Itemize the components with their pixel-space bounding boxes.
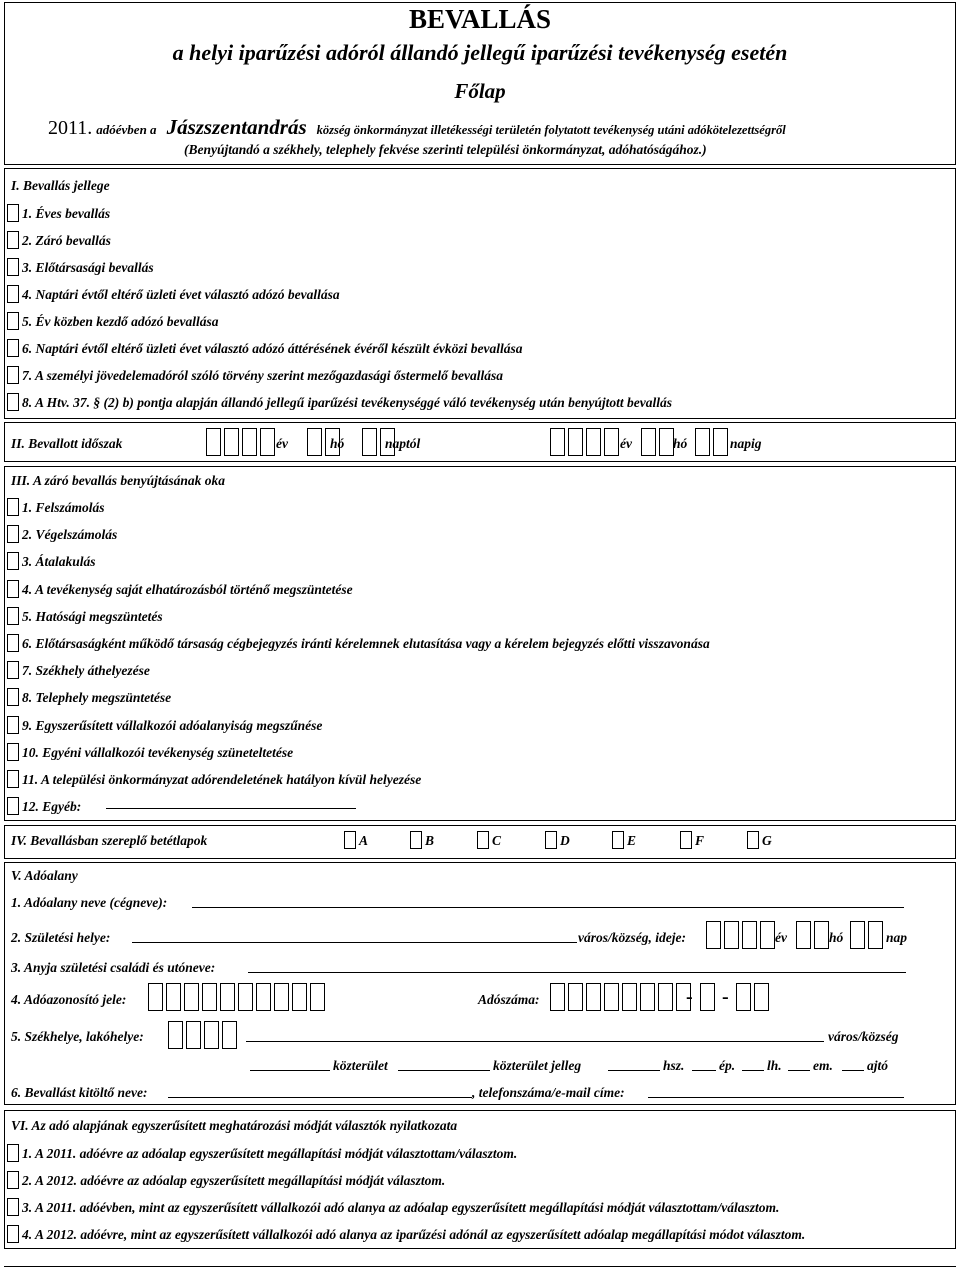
simplified-method-item-4: 4. A 2012. adóévre, mint az egyszerűsített vállalkozói adó alanya az iparűzési adónál az egyszerűsített adóalap megállapítási módot választom. [22,1227,806,1242]
door-label: ajtó [867,1058,889,1073]
nature-checkbox-3[interactable] [7,258,19,276]
sheet-b-label: B [425,833,435,848]
closing-reason-checkbox-7[interactable] [7,661,19,679]
sheet-f-label: F [695,833,705,848]
filler-phone-field[interactable] [648,1097,904,1098]
birth-month-label: hó [829,930,844,945]
sheet-label: Főlap [454,79,506,103]
nature-checkbox-1[interactable] [7,204,19,222]
nature-item-2: 2. Záró bevallás [22,233,111,248]
nature-item-5: 5. Év közben kezdő adózó bevallása [22,314,219,329]
simplified-method-item-2: 2. A 2012. adóévre az adóalap egyszerűsített megállapítási módját választom. [22,1173,446,1188]
section-2 [4,422,956,462]
staircase-field[interactable] [788,1070,810,1071]
sheet-a-checkbox[interactable] [344,831,356,849]
nature-checkbox-5[interactable] [7,312,19,330]
closing-reason-item-2: 2. Végelszámolás [22,527,118,543]
seat-city-field[interactable] [246,1041,824,1042]
simplified-method-checkbox-3[interactable] [7,1198,19,1216]
tax-number-boxes-2[interactable] [700,983,718,1011]
bottom-rule [4,1266,956,1267]
nature-item-6: 6. Naptári évtől eltérő üzleti évet választó adózó áttérésének évéről készült évközi bevallása [22,341,523,356]
nature-checkbox-2[interactable] [7,231,19,249]
period-from-month-label: hó [330,436,345,451]
nature-item-7: 7. A személyi jövedelemadóról szóló törvény szerint mezőgazdasági őstermelő bevallása [22,368,503,383]
closing-reason-item-3: 3. Átalakulás [22,554,96,570]
simplified-method-checkbox-4[interactable] [7,1225,19,1243]
period-to-year-boxes[interactable] [550,428,622,456]
street-field[interactable] [250,1070,330,1071]
period-to-year-label: év [620,436,632,451]
birth-place-label: 2. Születési helye: [11,930,111,945]
closing-reason-item-10: 10. Egyéni vállalkozói tevékenység szüneteltetése [22,744,294,760]
period-to-month-boxes[interactable] [641,428,677,456]
birth-city-label: város/község, ideje: [578,930,686,945]
taxpayer-name-field[interactable] [192,907,904,908]
filler-phone-label: , telefonszáma/e-mail címe: [472,1085,625,1100]
nature-checkbox-7[interactable] [7,366,19,384]
sheet-e-label: E [627,833,637,848]
closing-reason-checkbox-2[interactable] [7,525,19,543]
tax-id-label: 4. Adóazonosító jele: [11,992,127,1007]
form-title: BEVALLÁS [408,4,552,34]
sheet-d-label: D [560,833,570,848]
closing-reason-checkbox-8[interactable] [7,688,19,706]
seat-label: 5. Székhelye, lakóhelye: [11,1029,144,1044]
sheet-g-label: G [762,833,772,848]
house-number-field[interactable] [692,1070,716,1071]
tax-number-dash-1: - [686,986,693,1008]
nature-item-3: 3. Előtársasági bevallás [22,260,154,275]
tax-number-boxes-3[interactable] [736,983,772,1011]
period-from-year-label: év [276,436,288,451]
birth-place-field[interactable] [132,942,577,943]
closing-reason-checkbox-1[interactable] [7,498,19,516]
tax-number-dash-2: - [722,986,729,1008]
sheet-c-checkbox[interactable] [477,831,489,849]
closing-reason-item-5: 5. Hatósági megszüntetés [22,608,163,624]
simplified-method-checkbox-1[interactable] [7,1144,19,1162]
sheet-g-checkbox[interactable] [747,831,759,849]
seat-zip-boxes[interactable] [168,1021,240,1049]
nature-item-8: 8. A Htv. 37. § (2) b) pontja alapján állandó jellegű iparűzési tevékenységgé váló tevékenység után benyújtott bevallás [22,395,672,410]
nature-item-1: 1. Éves bevallás [22,206,111,221]
floor-field[interactable] [842,1070,864,1071]
section-1-title: I. Bevallás jellege [11,178,110,193]
sheet-a-label: A [359,833,369,848]
section-3-title: III. A záró bevallás benyújtásának oka [11,473,226,488]
closing-reason-item-9: 9. Egyszerűsített vállalkozói adóalanyiság megszűnése [22,717,323,733]
form-subtitle: a helyi iparűzési adóról állandó jellegű iparűzési tevékenység esetén [172,40,788,65]
closing-reason-checkbox-4[interactable] [7,580,19,598]
nature-checkbox-8[interactable] [7,393,19,411]
street-type-field[interactable] [608,1070,660,1071]
nature-item-4: 4. Naptári évtől eltérő üzleti évet választó adózó bevallása [22,287,340,302]
year-value: 2011. [48,117,93,139]
street-type-label: közterület jelleg [493,1058,582,1073]
closing-reason-item-4: 4. A tevékenység saját elhatározásból történő megszüntetése [22,581,353,597]
simplified-method-checkbox-2[interactable] [7,1171,19,1189]
nature-checkbox-4[interactable] [7,285,19,303]
sheet-f-checkbox[interactable] [680,831,692,849]
municipality-name[interactable]: Jászszentandrás [166,115,307,139]
street-label: közterület [333,1058,388,1073]
section-6-title: VI. Az adó alapjának egyszerűsített meghatározási módját választók nyilatkozata [11,1118,458,1133]
closing-reason-checkbox-9[interactable] [7,716,19,734]
nature-checkbox-6[interactable] [7,339,19,357]
period-to-month-label: hó [673,436,688,451]
period-to-day-boxes[interactable] [695,428,731,456]
floor-label: em. [813,1058,833,1073]
tax-id-boxes[interactable] [148,983,328,1011]
filler-name-field[interactable] [168,1097,472,1098]
other-reason-line[interactable] [106,808,356,809]
closing-reason-checkbox-10[interactable] [7,743,19,761]
simplified-method-item-1: 1. A 2011. adóévre az adóalap egyszerűsített megállapítási módját választottam/választom. [22,1146,518,1161]
filler-name-label: 6. Bevallást kitöltő neve: [11,1085,148,1100]
period-from-year-boxes[interactable] [206,428,278,456]
tax-number-boxes-1[interactable] [550,983,694,1011]
submission-note: (Benyújtandó a székhely, telephely fekvése szerinti települési önkormányzat, adóhatóságához.) [184,142,707,157]
period-from-day-label: naptól [385,436,421,451]
municipality-suffix: község önkormányzat illetékességi területén folytatott tevékenység utáni adókötelezettségről [316,123,786,137]
sheet-c-label: C [492,833,502,848]
birth-year-label: év [775,930,787,945]
seat-city-label: város/község [828,1029,899,1044]
birth-year-boxes[interactable] [706,921,778,949]
section-4-title: IV. Bevallásban szereplő betétlapok [11,833,208,848]
closing-reason-checkbox-12[interactable] [7,797,19,815]
closing-reason-item-6: 6. Előtársaságként működő társaság cégbejegyzés iránti kérelemnek elutasítása vagy a kérelem bejegyzés előtti visszavonása [22,636,710,651]
period-to-day-label: napig [730,436,762,451]
sheet-d-checkbox[interactable] [545,831,557,849]
sheet-e-checkbox[interactable] [612,831,624,849]
house-number-label: hsz. [663,1058,685,1073]
simplified-method-item-3: 3. A 2011. adóévben, mint az egyszerűsített vállalkozói adó alanya az adóalap egyszerűsített megállapítási módját választottam/választom. [22,1200,780,1215]
sheet-b-checkbox[interactable] [410,831,422,849]
closing-reason-checkbox-11[interactable] [7,770,19,788]
building-label: ép. [719,1058,736,1073]
closing-reason-checkbox-5[interactable] [7,607,19,625]
tax-number-label: Adószáma: [478,992,540,1007]
closing-reason-item-8: 8. Telephely megszüntetése [22,690,172,706]
closing-reason-item-11: 11. A települési önkormányzat adórendeletének hatályon kívül helyezése [22,772,422,787]
closing-reason-checkbox-6[interactable] [7,634,19,652]
year-suffix: adóévben a [96,122,157,137]
closing-reason-item-12: 12. Egyéb: [22,799,82,815]
birth-day-label: nap [886,930,908,945]
staircase-label: lh. [767,1058,782,1073]
building-field[interactable] [742,1070,764,1071]
closing-reason-checkbox-3[interactable] [7,552,19,570]
street-type-pre-field[interactable] [398,1070,490,1071]
taxpayer-name-label: 1. Adóalany neve (cégneve): [11,895,168,910]
birth-day-boxes[interactable] [850,921,886,949]
mother-name-label: 3. Anyja születési családi és utóneve: [11,960,216,975]
section-5-title: V. Adóalany [11,868,78,883]
birth-month-boxes[interactable] [796,921,832,949]
section-2-title: II. Bevallott időszak [11,436,123,451]
mother-name-field[interactable] [248,972,906,973]
closing-reason-item-1: 1. Felszámolás [22,500,105,515]
year-line [48,115,786,140]
closing-reason-item-7: 7. Székhely áthelyezése [22,663,150,679]
